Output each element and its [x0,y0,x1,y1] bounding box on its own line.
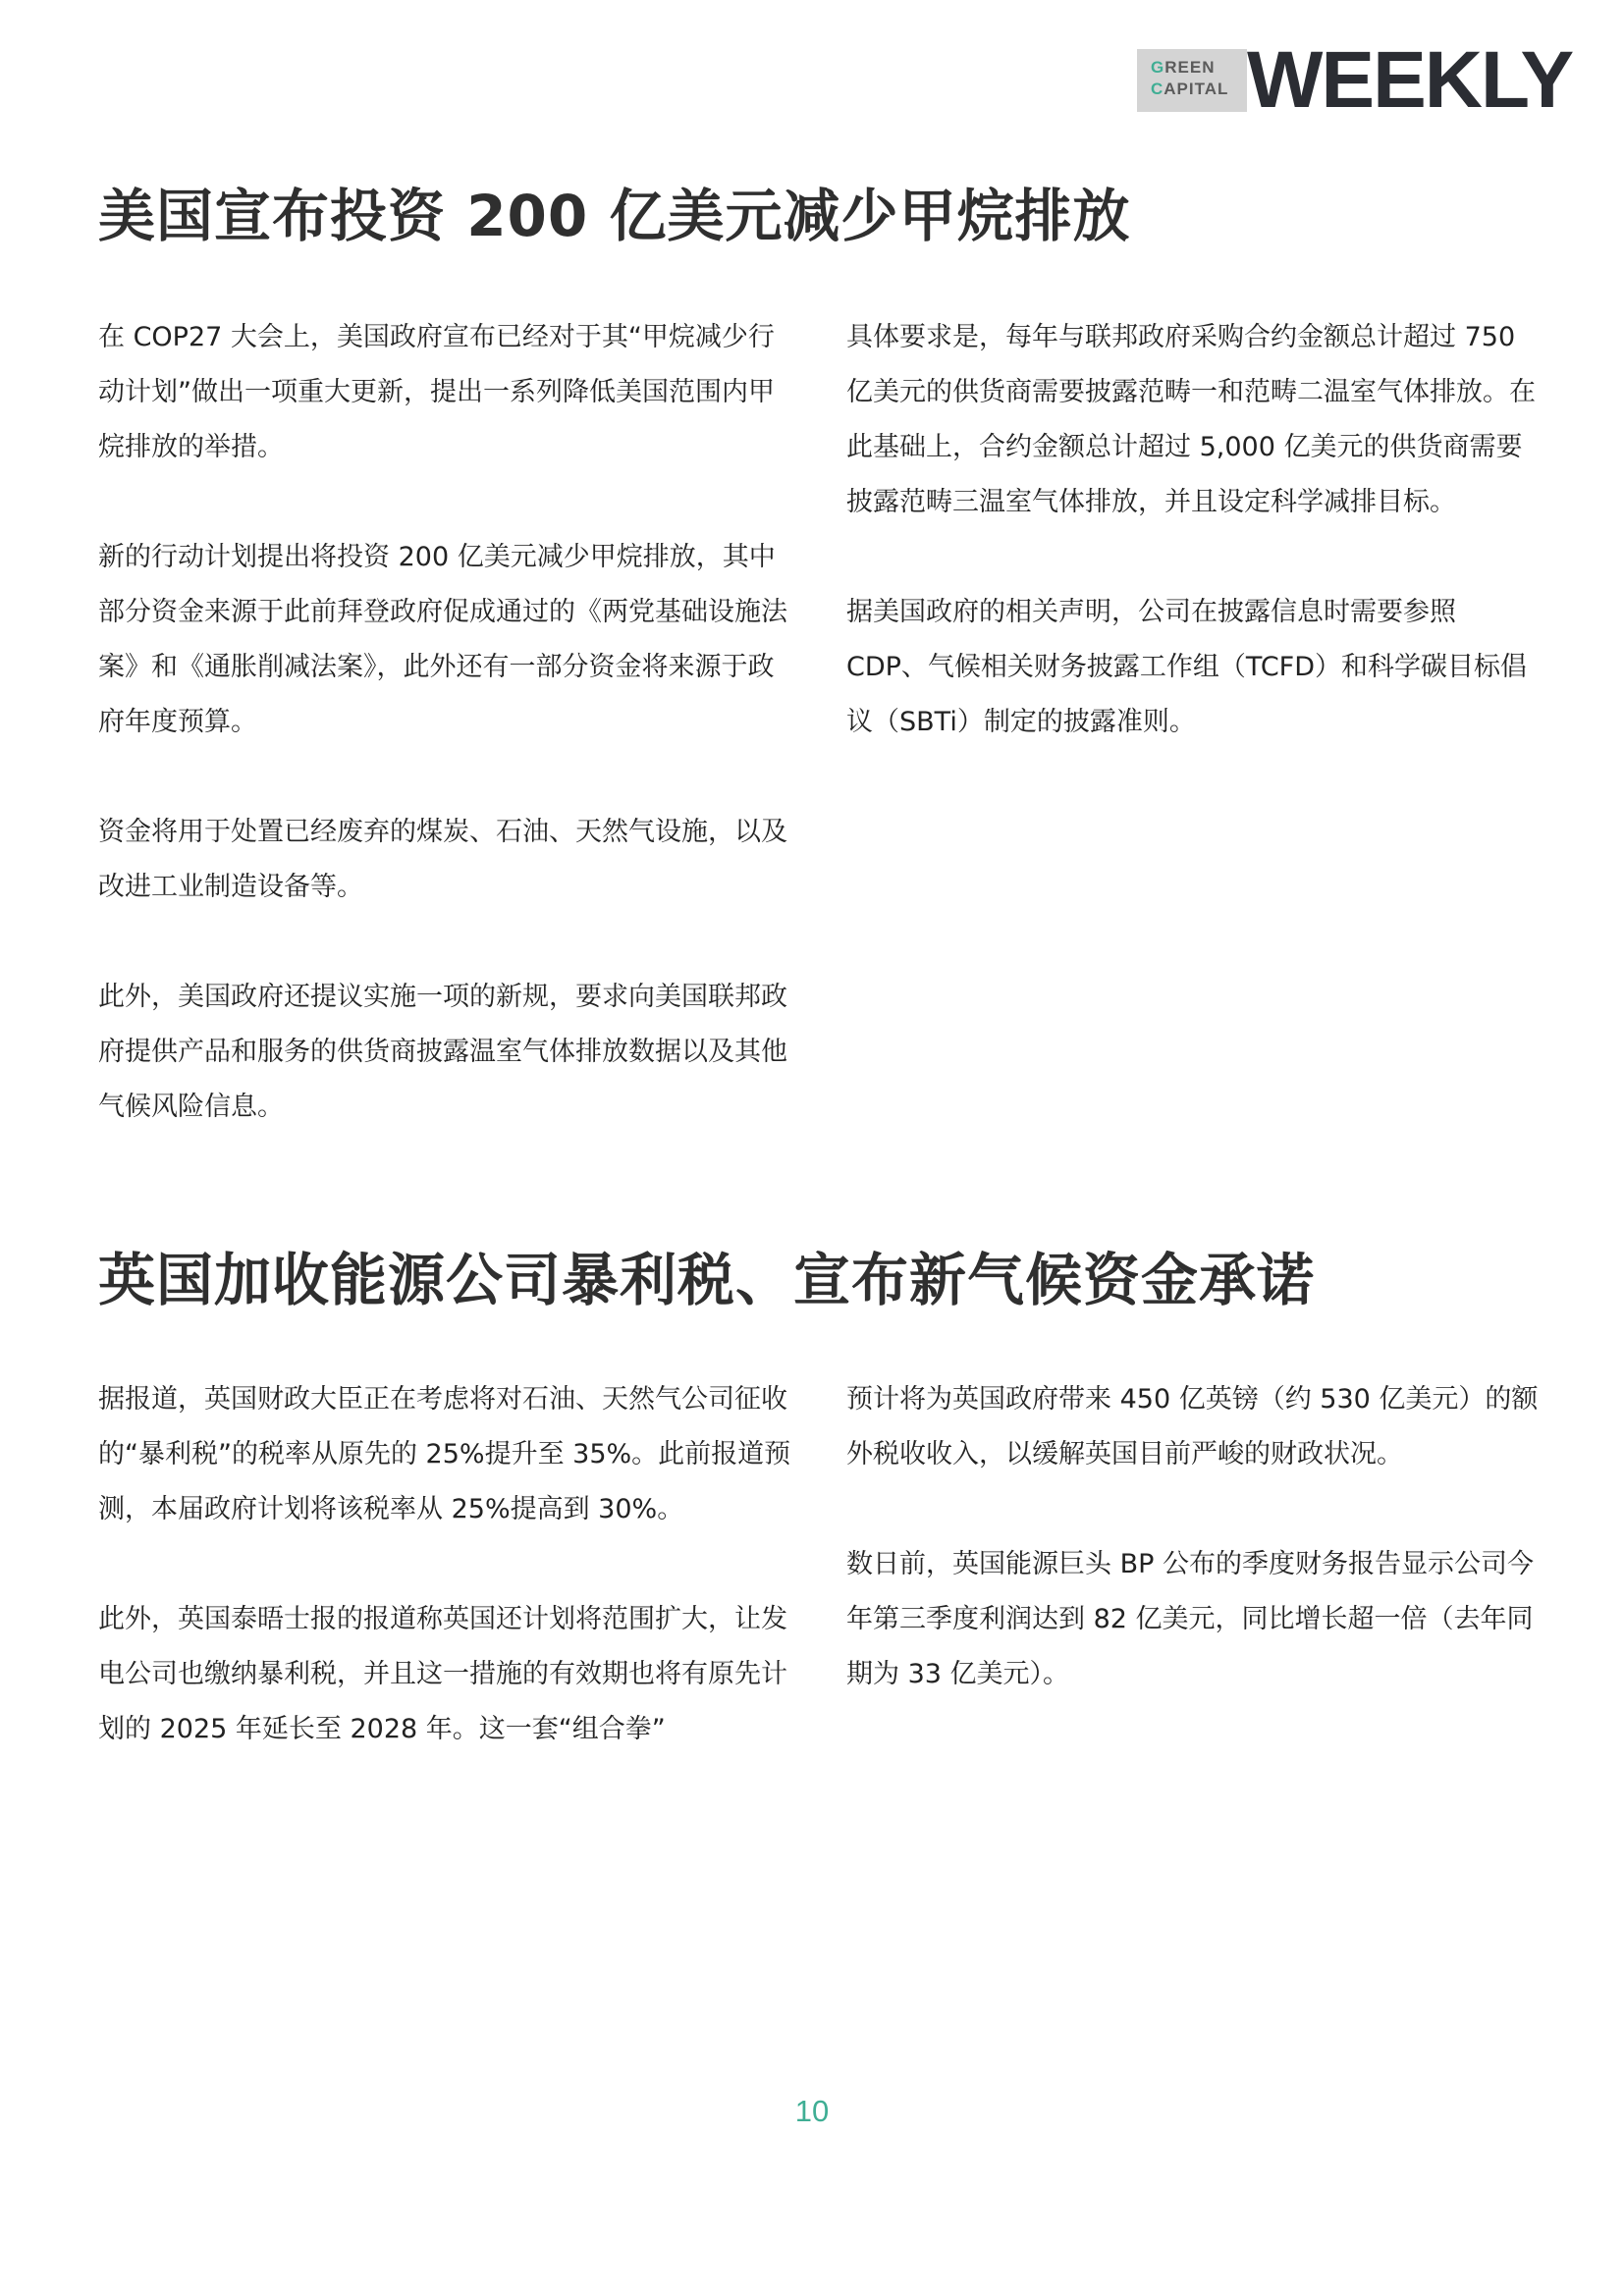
logo-line-1: GREEN [1151,58,1216,77]
article-1-left-column [98,310,795,1135]
article-2-left-column [98,1372,795,1757]
paragraph: 预计将为英国政府带来 450 亿英镑（约 530 亿美元）的额外税收收入，以缓解英国目前严峻的财政状况。 [846,1384,1539,1469]
publication-logo [1137,35,1573,125]
logo-line-2: CAPITAL [1151,80,1229,98]
paragraph: 资金将用于处置已经废弃的煤炭、石油、天然气设施，以及改进工业制造设备等。 [98,817,787,902]
article-2-right-column [846,1372,1540,1702]
article-2-title: 英国加收能源公司暴利税、宣布新气候资金承诺 [98,1247,1316,1313]
article-1-right-column [846,310,1540,750]
article-1-title: 美国宣布投资 200 亿美元减少甲烷排放 [98,183,1131,249]
logo-weekly: WEEKLY [1247,35,1573,125]
paragraph: 此外，英国泰晤士报的报道称英国还计划将范围扩大，让发电公司也缴纳暴利税，并且这一措施的有效期也将有原先计划的 2025 年延长至 2028 年。这一套“组合拳” [98,1604,787,1744]
paragraph: 具体要求是，每年与联邦政府采购合约金额总计超过 750 亿美元的供货商需要披露范畴一和范畴二温室气体排放。在此基础上，合约金额总计超过 5,000 亿美元的供货商需要披露范畴三温室气体排放，并且设定科学减排目标。 [846,322,1536,517]
paragraph: 据报道，英国财政大臣正在考虑将对石油、天然气公司征收的“暴利税”的税率从原先的 25%提升至 35%。此前报道预测，本届政府计划将该税率从 25%提高到 30%。 [98,1384,791,1524]
paragraph: 在 COP27 大会上，美国政府宣布已经对于其“甲烷减少行动计划”做出一项重大更新，提出一系列降低美国范围内甲烷排放的举措。 [98,322,775,462]
paragraph: 数日前，英国能源巨头 BP 公布的季度财务报告显示公司今年第三季度利润达到 82 亿美元，同比增长超一倍（去年同期为 33 亿美元）。 [846,1549,1534,1689]
paragraph: 据美国政府的相关声明，公司在披露信息时需要参照 CDP、气候相关财务披露工作组（TCFD）和科学碳目标倡议（SBTi）制定的披露准则。 [846,597,1528,737]
logo-badge [1137,49,1247,112]
paragraph: 新的行动计划提出将投资 200 亿美元减少甲烷排放，其中部分资金来源于此前拜登政府促成通过的《两党基础设施法案》和《通胀削减法案》，此外还有一部分资金将来源于政府年度预算。 [98,542,787,737]
paragraph: 此外，美国政府还提议实施一项的新规，要求向美国联邦政府提供产品和服务的供货商披露温室气体排放数据以及其他气候风险信息。 [98,982,787,1122]
page-number: 10 [794,2094,830,2128]
